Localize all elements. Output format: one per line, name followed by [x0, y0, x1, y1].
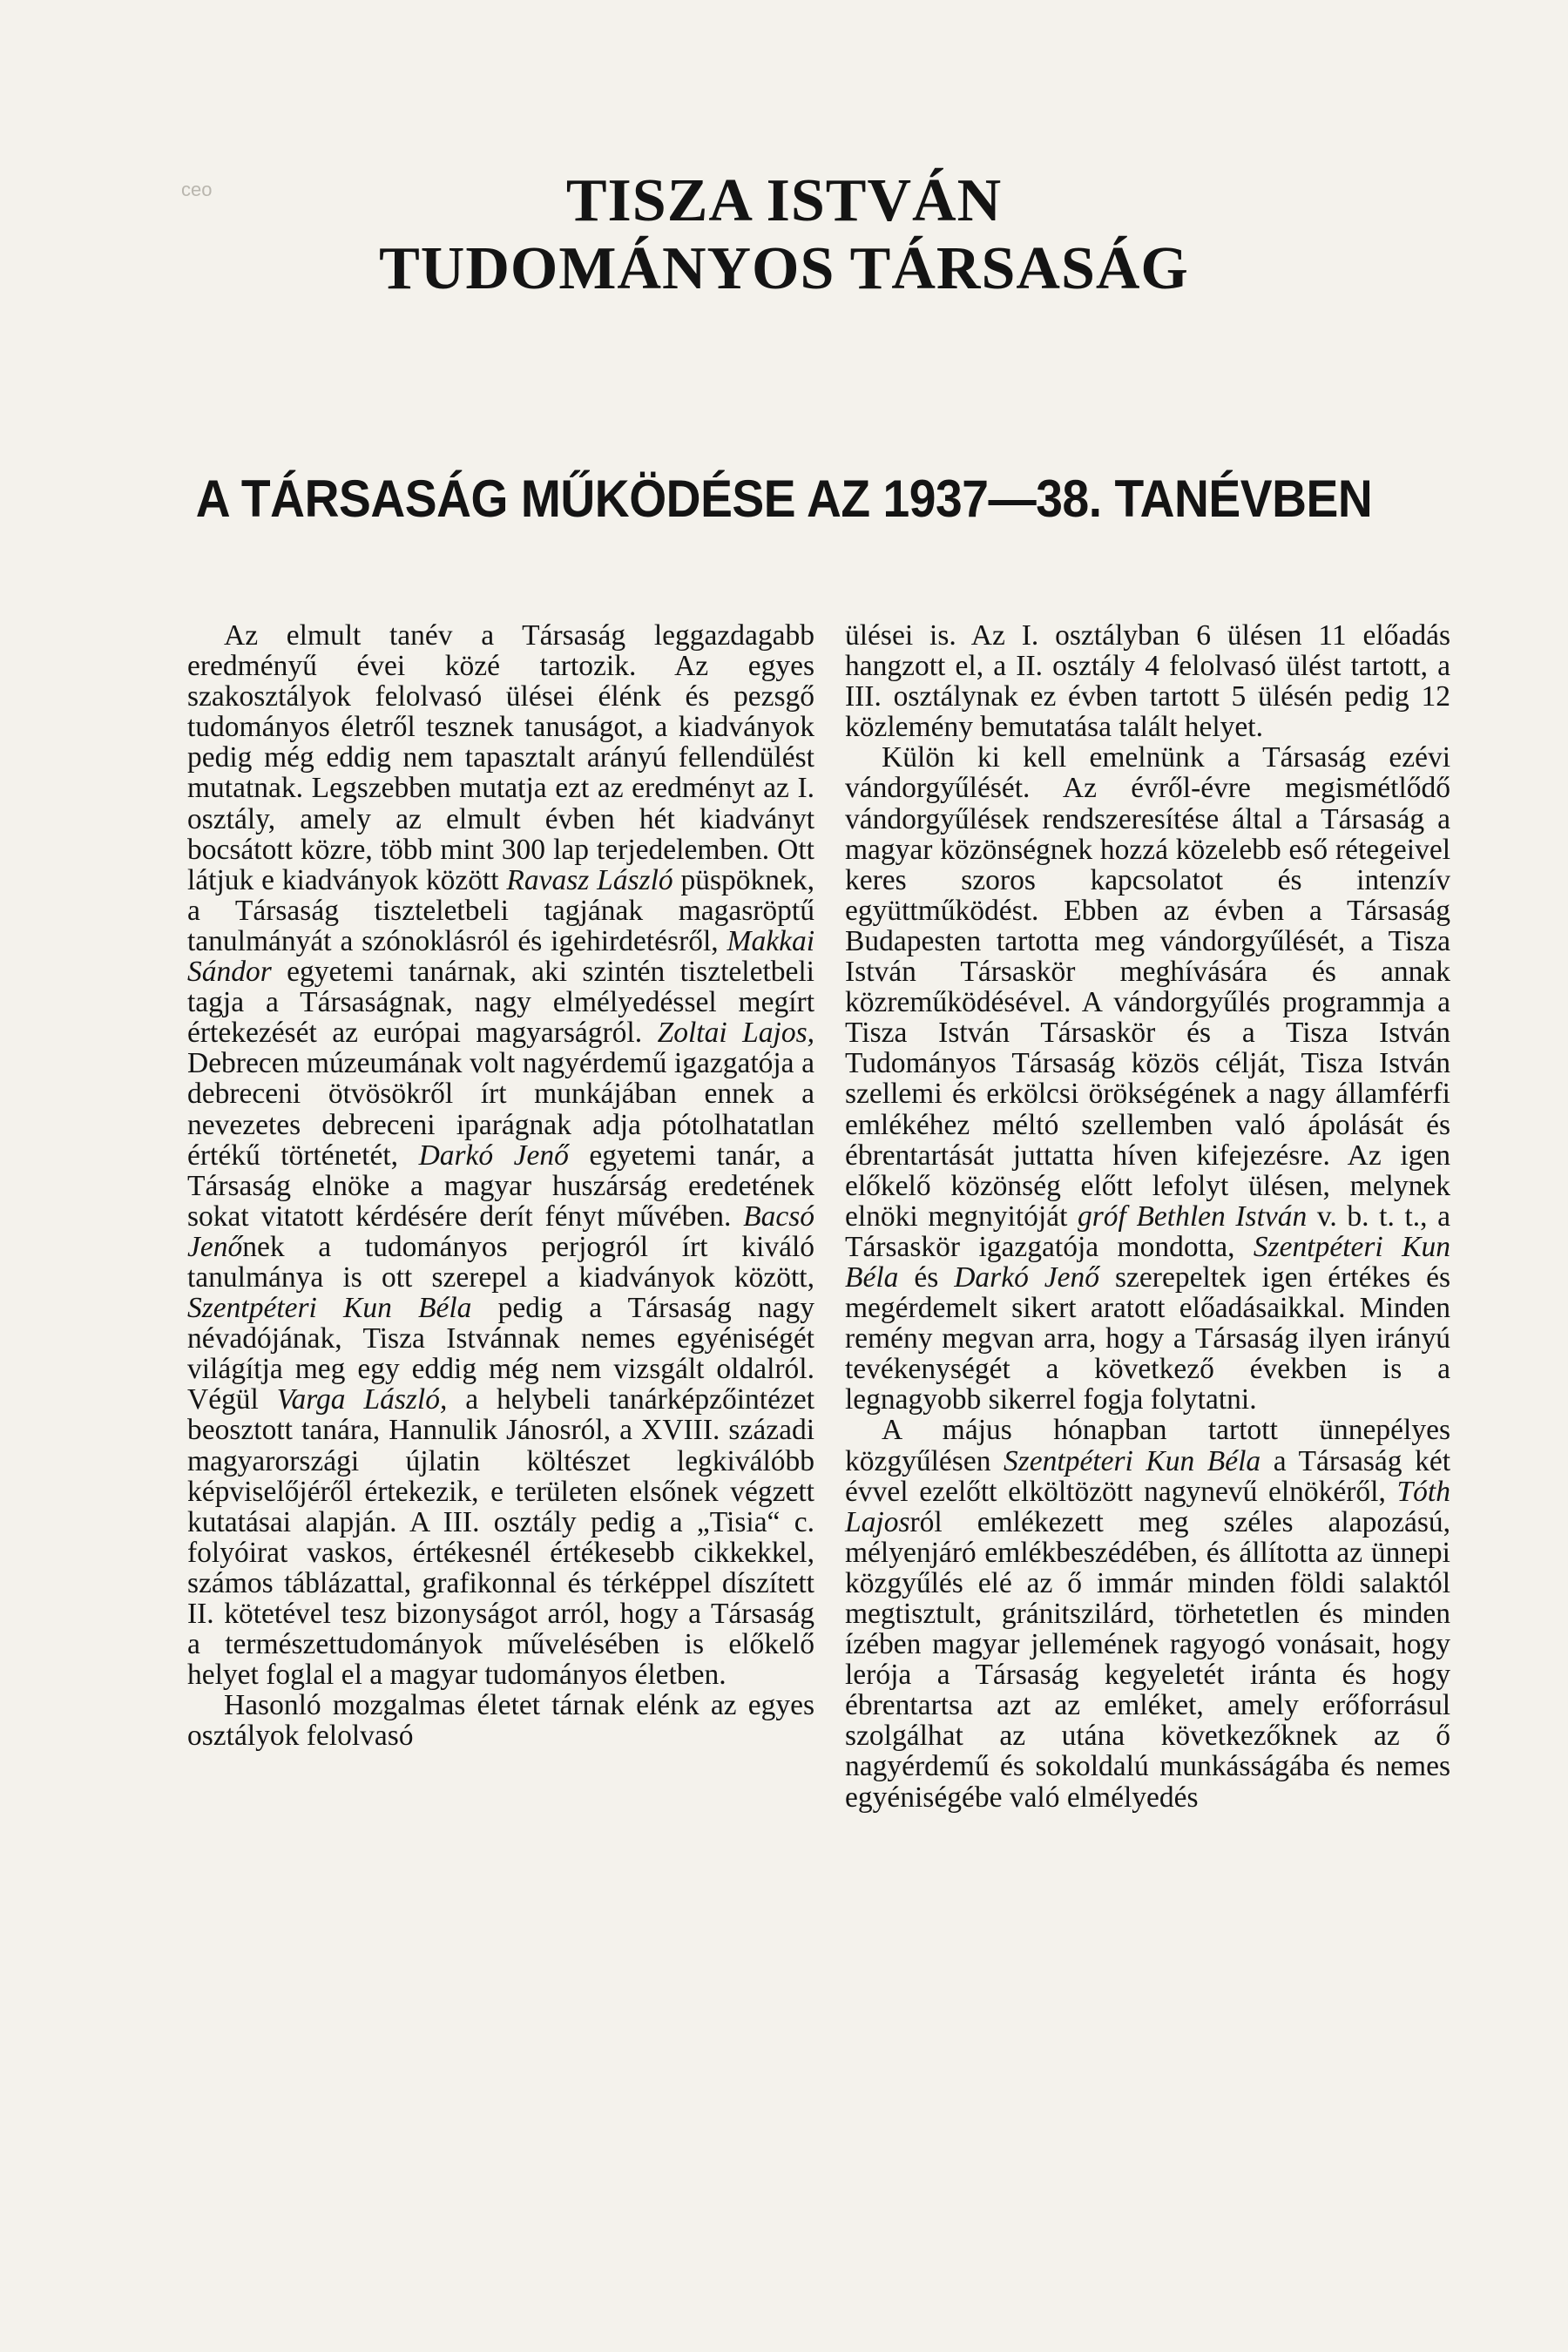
person-name: Darkó Jenő	[954, 1260, 1100, 1294]
subtitle: A TÁRSASÁG MŰKÖDÉSE AZ 1937—38. TANÉVBEN	[195, 470, 1373, 528]
person-name: Tóth Lajos	[845, 1475, 1450, 1538]
person-name: Makkai Sándor	[187, 924, 814, 989]
corner-mark: ceo	[181, 179, 213, 200]
person-name: Szentpéteri Kun Béla	[1004, 1444, 1261, 1477]
person-name: Ravasz László	[506, 863, 673, 896]
person-name: Szentpéteri Kun Béla	[845, 1230, 1450, 1294]
title-line-2: TUDOMÁNYOS TÁRSASÁG	[379, 235, 1189, 302]
title-line-1: TISZA ISTVÁN	[565, 167, 1003, 234]
person-name: Varga László,	[276, 1383, 448, 1416]
paragraph: A május hónapban tartott ünnepélyes közgyűlésen Szentpéteri Kun Béla a Társaság két évvel ezelőtt elköltözött nagynevű elnökéről, Tóth Lajosról emlékezett meg széles alapozású, mélyenjáró emlékbeszédében, és állította az ünnepi közgyűlés elé az ő immár minden földi salaktól megtisztult, gránitszilárd, törhetetlen és minden ízében magyar jellemének ragyogó vonásait, hogy lerója a Társaság kegyeletét iránta és hogy ébrentartsa azt az emléket, amely erőforrásul szolgálhat az utána következőknek az ő nagyérdemű és sokoldalú munkásságába és nemes egyéniségébe való elmélyedés	[845, 1414, 1450, 1814]
person-name: Szentpéteri Kun Béla	[187, 1292, 472, 1325]
right-column	[845, 620, 1450, 1813]
paragraph: ülései is. Az I. osztályban 6 ülésen 11 előadás hangzott el, a II. osztály 4 felolvasó ülést tartott, a III. osztálynak ez évben tartott 5 ülésén pedig 12 közlemény bemutatása talált helyet.	[845, 619, 1450, 744]
left-column	[187, 620, 814, 1751]
paragraph: Külön ki kell emelnünk a Társaság ezévi vándorgyűlését. Az évről-évre megismétlődő vándorgyűlések rendszeresítése által a Társaság a magyar közönségnek hozzá közelebb eső rétegeivel keres szoros kapcsolatot és intenzív együttműködést. Ebben az évben a Társaság Budapesten tartotta meg vándorgyűlését, a Tisza István Társaskör meghívására és annak közreműködésével. A vándorgyűlés programmja a Tisza István Társaskör és a Tisza István Tudományos Társaság közös célját, Tisza István szellemi és erkölcsi örökségének a nagy államférfi emlékéhez méltó szellemben való ápolását és ébrentartását juttatta híven kifejezésre. Az igen előkelő közönség előtt lefolyt ülésen, melynek elnöki megnyitóját gróf Bethlen István v. b. t. t., a Társaskör igazgatója mondotta, Szentpéteri Kun Béla és Darkó Jenő szerepeltek igen értékes és megérdemelt sikert aratott előadásaikkal. Minden remény megvan arra, hogy a Társaság ilyen irányú tevékenységét a következő években is a legnagyobb sikerrel fogja folytatni.	[845, 741, 1451, 1416]
person-name: Zoltai Lajos,	[657, 1017, 815, 1050]
person-name: gróf Bethlen István	[1077, 1200, 1308, 1233]
paragraph: Az elmult tanév a Társaság leggazdagabb eredményű évei közé tartozik. Az egyes szakosztályok felolvasó ülései élénk és pezsgő tudományos életről tesznek tanuságot, a kiadványok pedig még eddig nem tapasztalt arányú fellendülést mutatnak. Legszebben mutatja ezt az eredményt az I. osztály, amely az elmult évben hét kiadványt bocsátott közre, több mint 300 lap terjedelemben. Ott látjuk e kiadványok között Ravasz László püspöknek, a Társaság tiszteletbeli tagjának magasröptű tanulmányát a szónoklásról és igehirdetésről, Makkai Sándor egyetemi tanárnak, aki szintén tiszteletbeli tagja a Társaságnak, nagy elmélyedéssel megírt értekezését az európai magyarságról. Zoltai Lajos, Debrecen múzeumának volt nagyérdemű igazgatója a debreceni ötvösökről írt munkájában ennek a nevezetes debreceni iparágnak adja pótolhatatlan értékű történetét, Darkó Jenő egyetemi tanár, a Társaság elnöke a magyar huszárság eredetének sokat vitatott kérdésére derít fényt művében. Bacsó Jenőnek a tudományos perjogról írt kiváló tanulmánya is ott szerepel a kiadványok között, Szentpéteri Kun Béla pedig a Társaság nagy névadójának, Tisza Istvánnak nemes egyéniségét világítja meg egy eddig még nem vizsgált oldalról. Végül Varga László, a helybeli tanárképzőintézet beosztott tanára, Hannulik Jánosról, a XVIII. századi magyarországi újlatin költészet legkiválóbb képviselőjéről értekezik, e területen elsőnek végzett kutatásai alapján. A III. osztály pedig a „Tisia“ c. folyóirat vaskos, értékesnél értékesebb cikkekkel, számos táblázattal, grafikonnal és térképpel díszített II. kötetével tesz bizonyságot arról, hogy a Társaság a természettudományok művelésében is előkelő helyet foglal el a magyar tudományos életben.	[187, 619, 815, 1692]
paragraph: Hasonló mozgalmas életet tárnak elénk az egyes osztályok felolvasó	[187, 1689, 814, 1753]
person-name: Darkó Jenő	[418, 1139, 569, 1172]
person-name: Bacsó Jenő	[187, 1200, 814, 1263]
